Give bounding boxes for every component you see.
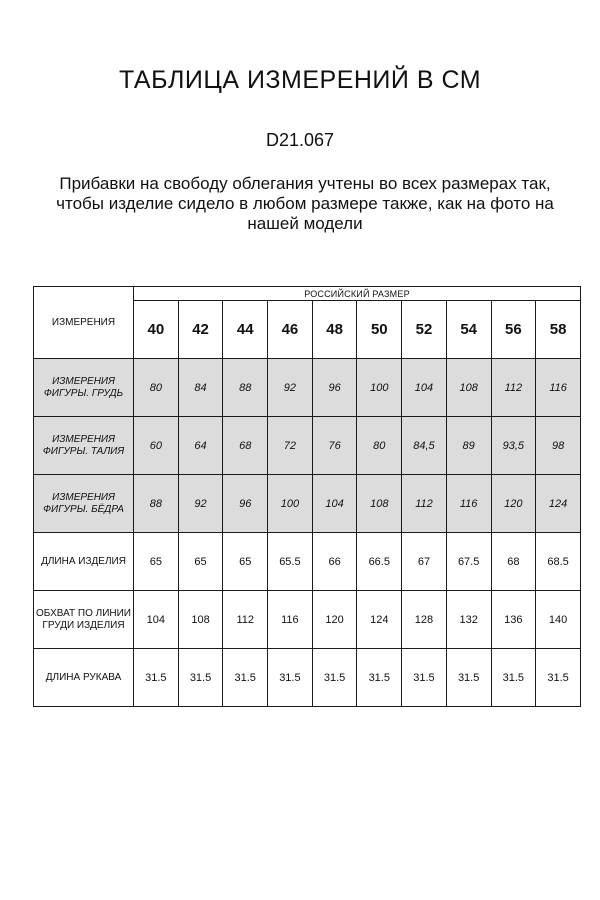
page-title: ТАБЛИЦА ИЗМЕРЕНИЙ В СМ — [118, 66, 482, 94]
table-row — [34, 533, 581, 591]
table-cell: 112 — [223, 591, 268, 649]
table-cell: 116 — [536, 359, 581, 417]
size-group-label: РОССИЙСКИЙ РАЗМЕР — [134, 287, 581, 301]
row-label: ДЛИНА РУКАВА — [34, 649, 134, 707]
table-cell: 84,5 — [402, 417, 447, 475]
table-cell: 116 — [268, 591, 313, 649]
table-cell: 96 — [223, 475, 268, 533]
table-cell: 68 — [223, 417, 268, 475]
size-header-cell: 40 — [134, 301, 179, 359]
table-cell: 100 — [357, 359, 402, 417]
row-label: ИЗМЕРЕНИЯ ФИГУРЫ. ГРУДЬ — [34, 359, 134, 417]
table-cell: 67 — [402, 533, 447, 591]
product-code: D21.067 — [265, 130, 335, 150]
table-cell: 88 — [223, 359, 268, 417]
table-cell: 31.5 — [402, 649, 447, 707]
table-cell: 67.5 — [446, 533, 491, 591]
table-cell: 120 — [312, 591, 357, 649]
table-cell: 68 — [491, 533, 536, 591]
table-header-row — [34, 287, 581, 301]
size-header-cell: 46 — [268, 301, 313, 359]
table-cell: 98 — [536, 417, 581, 475]
table-row — [34, 359, 581, 417]
table-cell: 88 — [134, 475, 179, 533]
table-cell: 60 — [134, 417, 179, 475]
size-header-cell: 52 — [402, 301, 447, 359]
table-cell: 92 — [268, 359, 313, 417]
table-cell: 80 — [357, 417, 402, 475]
table-cell: 132 — [446, 591, 491, 649]
table-row — [34, 475, 581, 533]
table-cell: 100 — [268, 475, 313, 533]
table-cell: 112 — [402, 475, 447, 533]
row-label: ОБХВАТ ПО ЛИНИИ ГРУДИ ИЗДЕЛИЯ — [34, 591, 134, 649]
table-cell: 65 — [223, 533, 268, 591]
table-cell: 140 — [536, 591, 581, 649]
size-header-cell: 54 — [446, 301, 491, 359]
table-cell: 80 — [134, 359, 179, 417]
table-cell: 108 — [446, 359, 491, 417]
table-cell: 84 — [178, 359, 223, 417]
size-header-cell: 58 — [536, 301, 581, 359]
table-cell: 68.5 — [536, 533, 581, 591]
size-header-cell: 50 — [357, 301, 402, 359]
table-cell: 136 — [491, 591, 536, 649]
size-header-cell: 48 — [312, 301, 357, 359]
table-cell: 93,5 — [491, 417, 536, 475]
table-cell: 128 — [402, 591, 447, 649]
table-cell: 31.5 — [223, 649, 268, 707]
table-cell: 124 — [536, 475, 581, 533]
corner-label: ИЗМЕРЕНИЯ — [34, 287, 134, 359]
table-cell: 108 — [357, 475, 402, 533]
table-cell: 89 — [446, 417, 491, 475]
table-cell: 66.5 — [357, 533, 402, 591]
table-cell: 65 — [134, 533, 179, 591]
table-cell: 104 — [134, 591, 179, 649]
table-cell: 31.5 — [178, 649, 223, 707]
table-cell: 116 — [446, 475, 491, 533]
table-row — [34, 591, 581, 649]
row-label: ИЗМЕРЕНИЯ ФИГУРЫ. ТАЛИЯ — [34, 417, 134, 475]
table-cell: 120 — [491, 475, 536, 533]
table-row — [34, 417, 581, 475]
row-label: ИЗМЕРЕНИЯ ФИГУРЫ. БЁДРА — [34, 475, 134, 533]
table-cell: 31.5 — [446, 649, 491, 707]
table-cell: 31.5 — [312, 649, 357, 707]
table-cell: 96 — [312, 359, 357, 417]
table-cell: 31.5 — [268, 649, 313, 707]
table-cell: 92 — [178, 475, 223, 533]
size-header-cell: 56 — [491, 301, 536, 359]
table-cell: 108 — [178, 591, 223, 649]
table-cell: 104 — [402, 359, 447, 417]
fit-note: Прибавки на свободу облегания учтены во всех размерах так, чтобы изделие сидело в любом размере также, как на фото на нашей модели — [56, 174, 554, 233]
table-cell: 124 — [357, 591, 402, 649]
table-cell: 31.5 — [357, 649, 402, 707]
table-cell: 31.5 — [491, 649, 536, 707]
table-cell: 31.5 — [536, 649, 581, 707]
size-header-cell: 44 — [223, 301, 268, 359]
table-cell: 72 — [268, 417, 313, 475]
table-cell: 65 — [178, 533, 223, 591]
table-cell: 65.5 — [268, 533, 313, 591]
table-cell: 112 — [491, 359, 536, 417]
table-cell: 76 — [312, 417, 357, 475]
size-header-cell: 42 — [178, 301, 223, 359]
table-cell: 104 — [312, 475, 357, 533]
table-cell: 64 — [178, 417, 223, 475]
table-cell: 31.5 — [134, 649, 179, 707]
table-cell: 66 — [312, 533, 357, 591]
size-table — [33, 286, 581, 707]
table-row — [34, 649, 581, 707]
row-label: ДЛИНА ИЗДЕЛИЯ — [34, 533, 134, 591]
